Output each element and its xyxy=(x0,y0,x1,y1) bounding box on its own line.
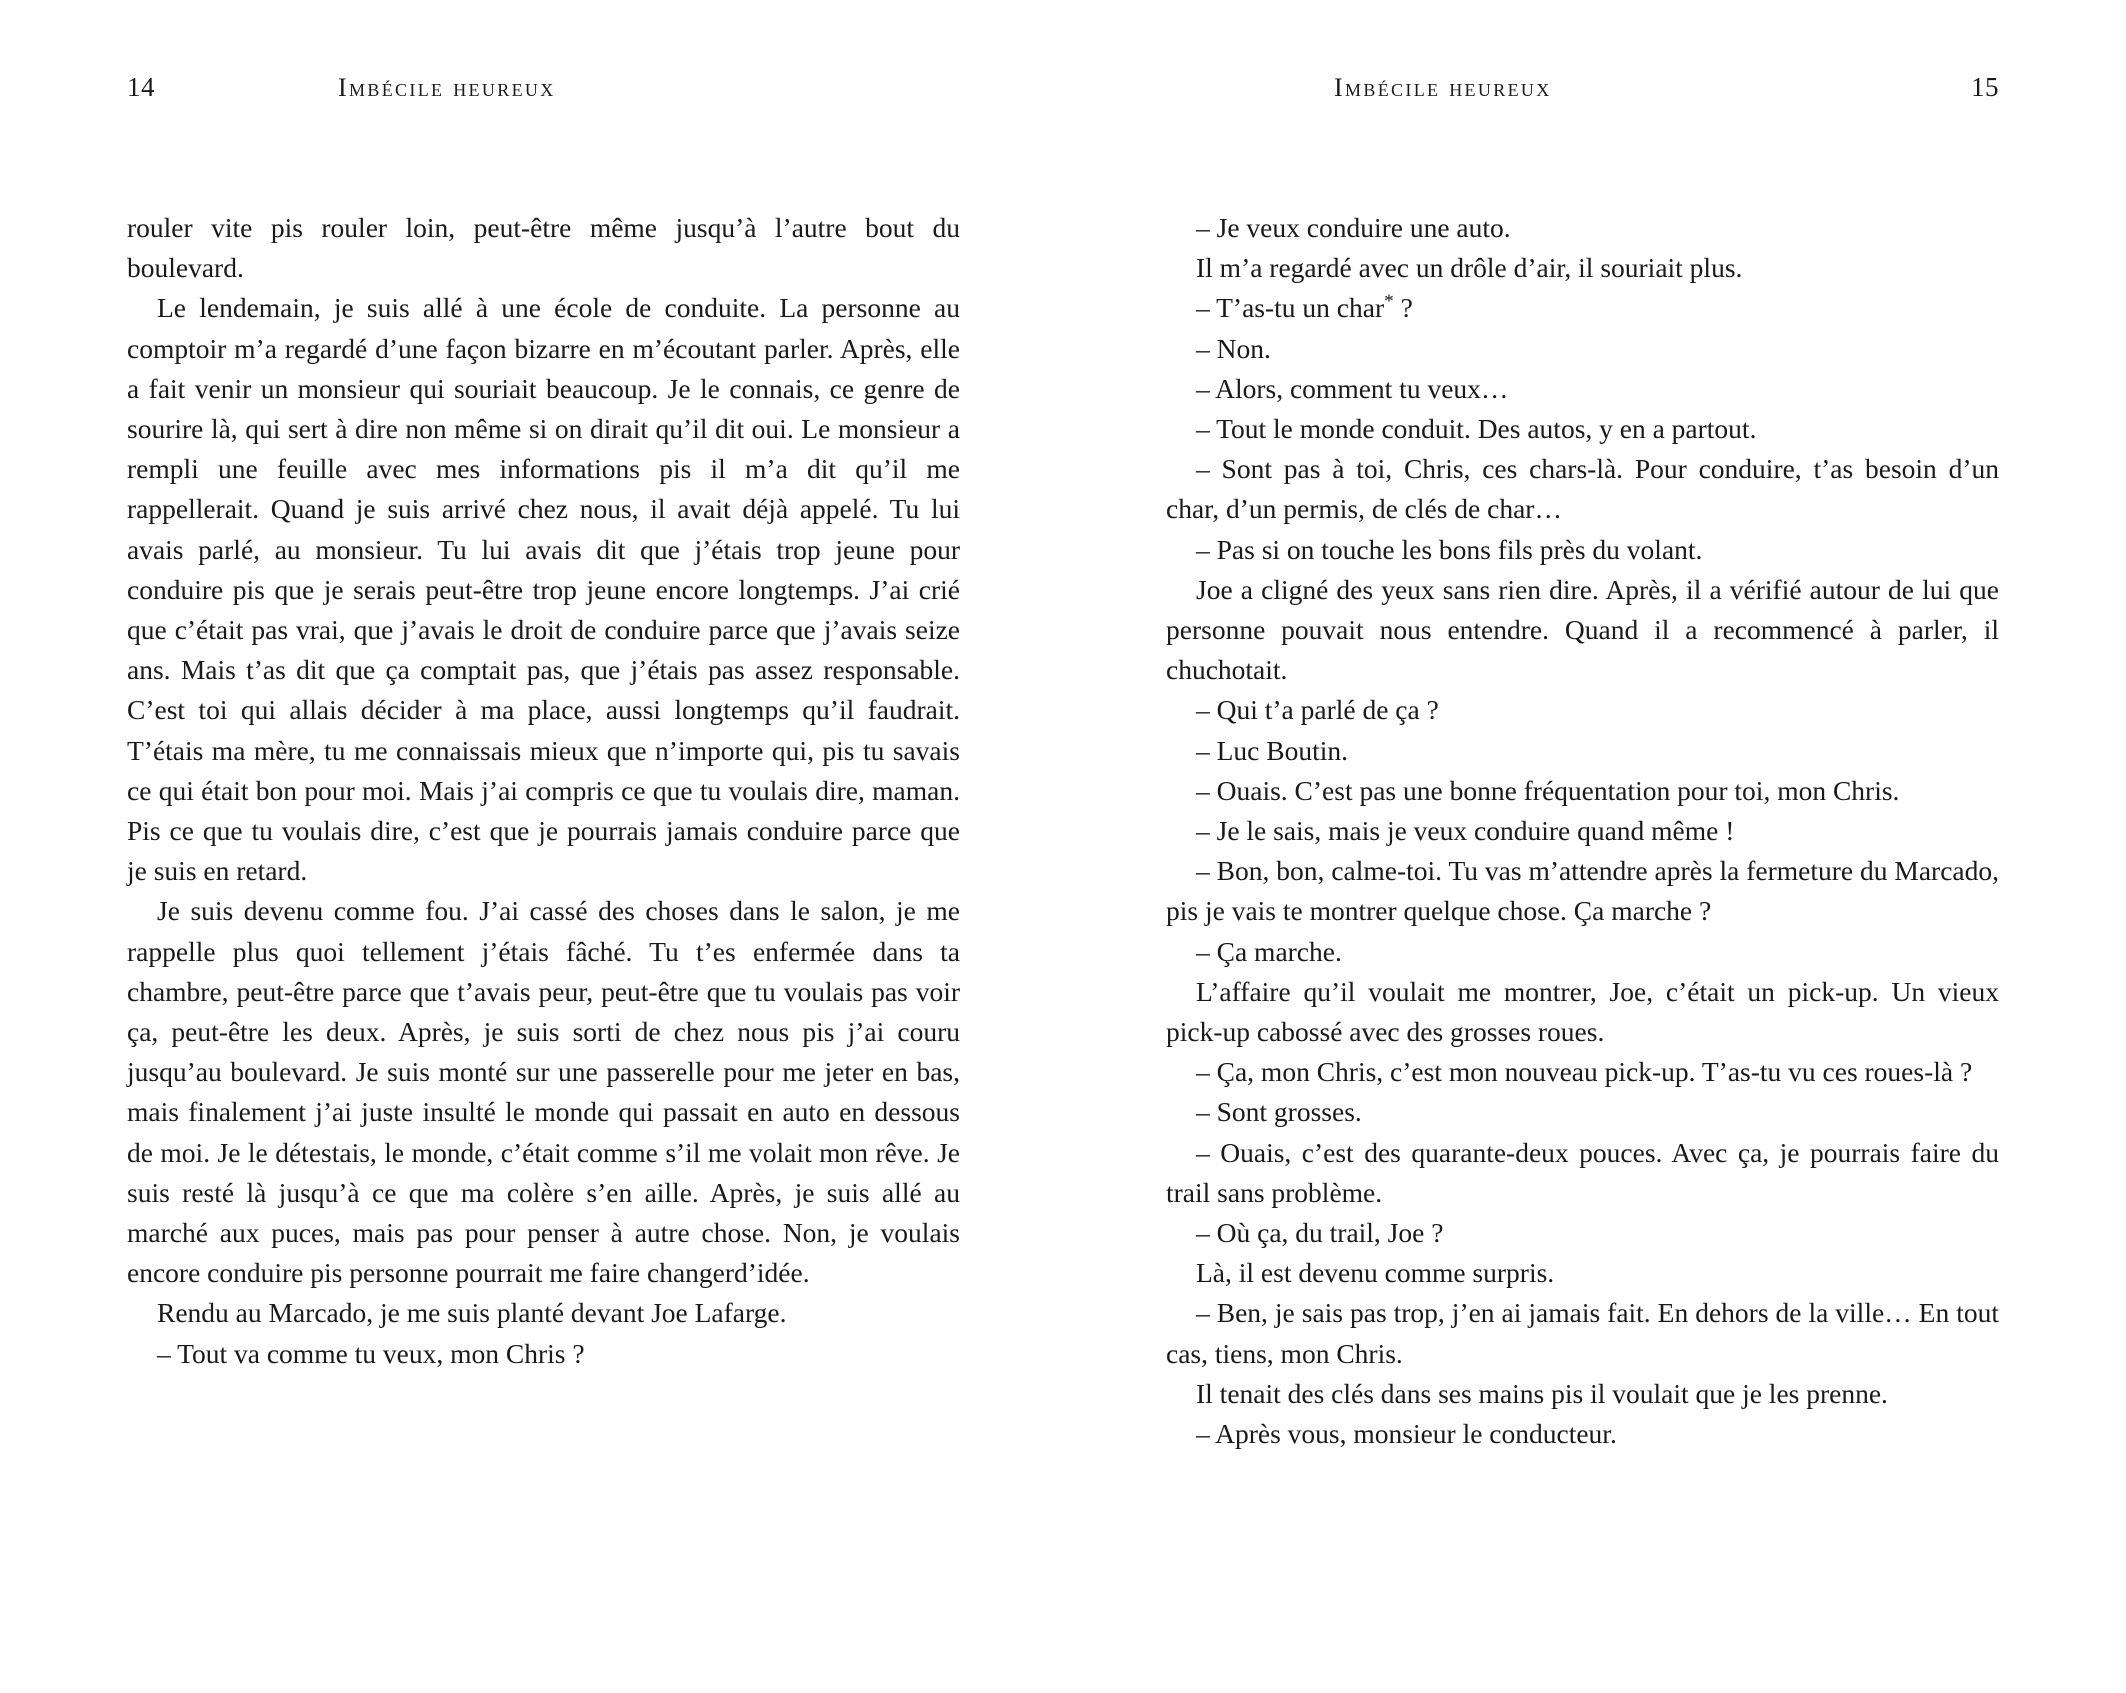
paragraph-with-footnote xyxy=(1166,288,1999,328)
running-head-right xyxy=(1166,72,1999,108)
folio-left: 14 xyxy=(127,72,155,102)
paragraph: Le lendemain, je suis allé à une école de conduite. La personne au comptoir m’a regardé d’une façon bizarre en m’écoutant parler. Après, elle a fait venir un monsieur qui souriait beaucoup. Je le connais, ce genre de sourire là, qui sert à dire non même si on dirait qu’il dit oui. Le monsieur a rempli une feuille avec mes informations pis il m’a dit qu’il me rappellerait. Quand je suis arrivé chez nous, il avait déjà appelé. Tu lui avais parlé, au monsieur. Tu lui avais dit que j’étais trop jeune pour conduire pis que je serais peut-être trop jeune encore longtemps. J’ai crié que c’était pas vrai, que j’avais le droit de conduire parce que j’avais seize ans. Mais t’as dit que ça comptait pas, que j’étais pas assez responsable. C’est toi qui allais décider à ma place, aussi longtemps qu’il faudrait. T’étais ma mère, tu me connaissais mieux que n’importe qui, pis tu savais ce qui était bon pour moi. Mais j’ai compris ce que tu voulais dire, maman. Pis ce que tu voulais dire, c’est que je pourrais jamais conduire parce que je suis en retard. xyxy=(127,292,960,887)
paragraph: – Je le sais, mais je veux conduire quand même ! xyxy=(1196,815,1735,847)
paragraph: – Bon, bon, calme-toi. Tu vas m’attendre après la fermeture du Marcado, pis je vais te montrer quelque chose. Ça marche ? xyxy=(1166,855,1999,927)
paragraph: – Sont grosses. xyxy=(1196,1096,1362,1128)
paragraph: Il m’a regardé avec un drôle d’air, il souriait plus. xyxy=(1196,252,1743,284)
paragraph: L’affaire qu’il voulait me montrer, Joe, c’était un pick-up. Un vieux pick-up cabossé avec des grosses roues. xyxy=(1166,975,1999,1048)
paragraph: – Ben, je sais pas trop, j’en ai jamais fait. En dehors de la ville… En tout cas, tiens, mon Chris. xyxy=(1166,1297,1999,1369)
folio-right: 15 xyxy=(1971,72,1999,102)
paragraph: – Non. xyxy=(1196,332,1271,364)
body-text-right xyxy=(1166,208,1999,1454)
footnote-marker-icon: * xyxy=(1384,291,1394,313)
paragraph: – Où ça, du trail, Joe ? xyxy=(1196,1217,1444,1249)
paragraph: Joe a cligné des yeux sans rien dire. Après, il a vérifié autour de lui que personne pouvait nous entendre. Quand il a recommencé à parler, il chuchotait. xyxy=(1166,573,1999,686)
running-title-left: Imbécile heureux xyxy=(338,73,556,102)
paragraph: – Qui t’a parlé de ça ? xyxy=(1196,694,1439,726)
paragraph: – Je veux conduire une auto. xyxy=(1196,212,1511,243)
paragraph: Je suis devenu comme fou. J’ai cassé des choses dans le salon, je me rappelle plus quoi tellement j’étais fâché. Tu t’es enfermée dans ta chambre, peut-être parce que t’avais peur, peut-être que tu voulais pas voir ça, peut-être les deux. Après, je suis sorti de chez nous pis j’ai couru jusqu’au boulevard. Je suis monté sur une passerelle pour me jeter en bas, mais finalement j’ai juste insulté le monde qui passait en auto en dessous de moi. Je le détestais, le monde, c’était comme s’il me volait mon rêve. Je suis resté là jusqu’à ce que ma colère s’en aille. Après, je suis allé au marché aux puces, mais pas pour penser à autre chose. Non, je voulais encore conduire pis personne pourrait me faire changerd’idée. xyxy=(127,895,960,1289)
paragraph: – Après vous, monsieur le conducteur. xyxy=(1196,1418,1617,1450)
running-title-right: Imbécile heureux xyxy=(1334,73,1552,102)
page-right xyxy=(1063,0,2126,1693)
paragraph: – Ça marche. xyxy=(1196,935,1342,967)
paragraph: – Pas si on touche les bons fils près du volant. xyxy=(1196,533,1703,565)
paragraph: – Alors, comment tu veux… xyxy=(1196,372,1509,404)
paragraph: – Tout le monde conduit. Des autos, y en a partout. xyxy=(1196,413,1757,445)
paragraph: – Sont pas à toi, Chris, ces chars-là. Pour conduire, t’as besoin d’un char, d’un permis, de clés de char… xyxy=(1166,453,1999,525)
paragraph-text: – T’as-tu un char xyxy=(1196,292,1385,324)
paragraph: – Tout va comme tu veux, mon Chris ? xyxy=(157,1337,585,1369)
paragraph: – Ouais, c’est des quarante-deux pouces. Avec ça, je pourrais faire du trail sans problème. xyxy=(1166,1136,1999,1208)
paragraph: – Ouais. C’est pas une bonne fréquentation pour toi, mon Chris. xyxy=(1196,774,1900,806)
paragraph-text-after: ? xyxy=(1393,292,1413,324)
paragraph: rouler vite pis rouler loin, peut-être même jusqu’à l’autre bout du boulevard. xyxy=(127,212,960,284)
paragraph: – Luc Boutin. xyxy=(1196,734,1349,766)
paragraph: Rendu au Marcado, je me suis planté devant Joe Lafarge. xyxy=(157,1297,787,1329)
body-text-left xyxy=(127,208,960,1374)
running-head-left xyxy=(127,72,960,108)
paragraph: Il tenait des clés dans ses mains pis il voulait que je les prenne. xyxy=(1196,1377,1888,1409)
paragraph: Là, il est devenu comme surpris. xyxy=(1196,1257,1555,1289)
paragraph: – Ça, mon Chris, c’est mon nouveau pick-up. T’as-tu vu ces roues-là ? xyxy=(1196,1056,1973,1088)
